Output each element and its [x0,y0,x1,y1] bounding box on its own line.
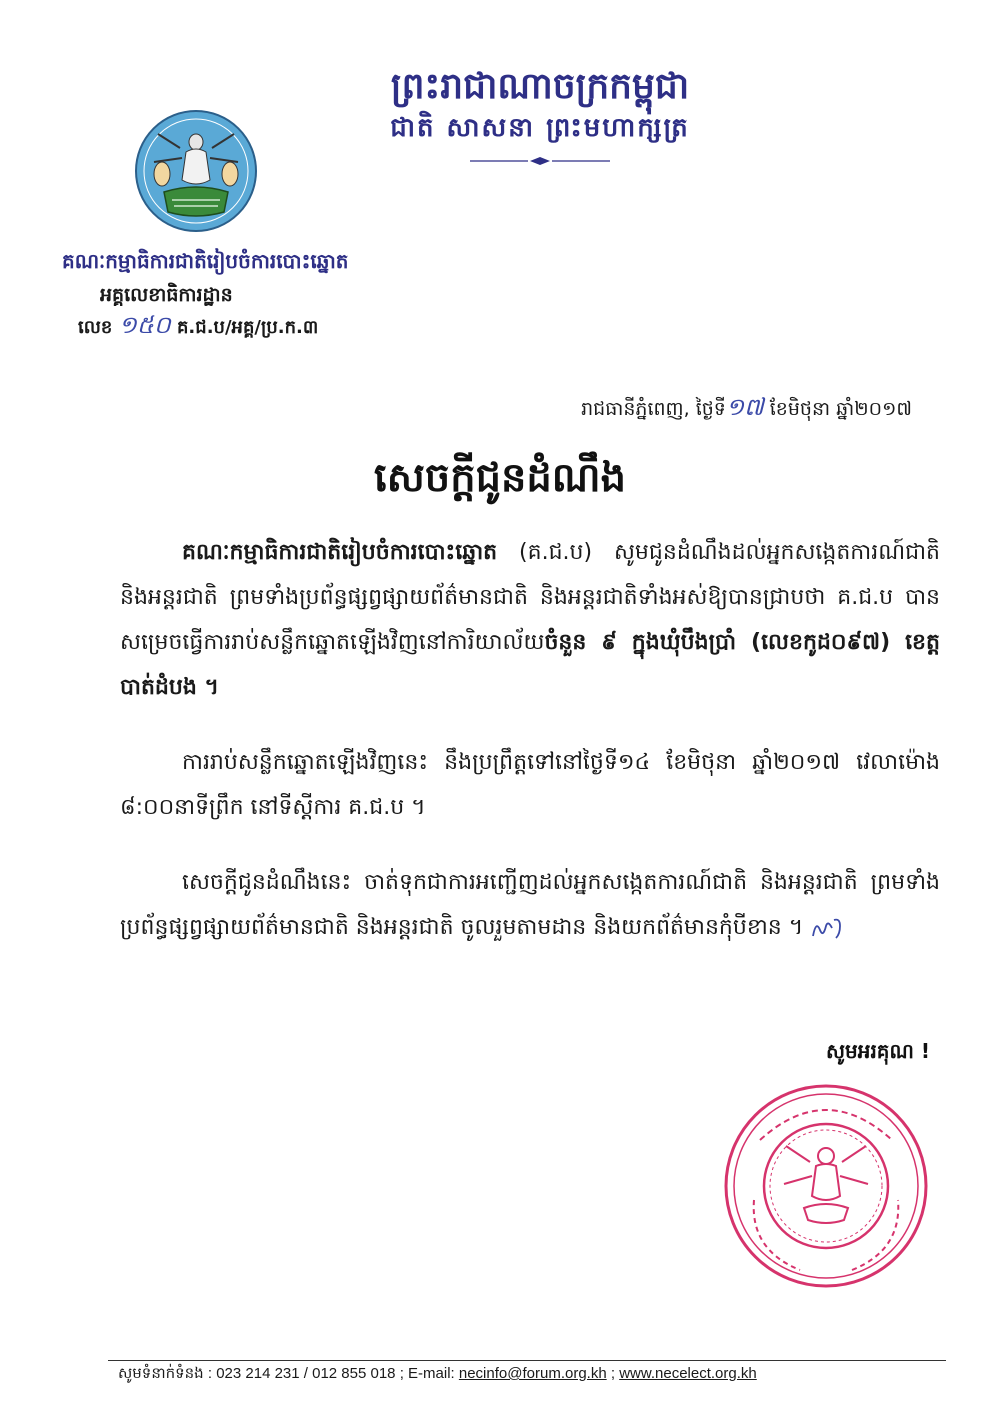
paragraph-1 [120,530,940,710]
paragraph-3 [120,860,940,950]
document-title: សេចក្តីជូនដំណឹង [374,454,626,501]
issuer-block [62,246,348,343]
date-line [581,392,912,427]
paragraph-2: ការរាប់សន្លឹកឆ្នោតឡើងវិញនេះ នឹងប្រព្រឹត្តទៅនៅថ្ងៃទី១៤ ខែមិថុនា ឆ្នាំ២០១៧ វេលាម៉ោង ៨:០០នាទីព្រឹក នៅទីស្តីការ គ.ជ.ប ។ [120,750,940,820]
paragraph-1-lead: គណៈកម្មាធិការជាតិរៀបចំការបោះឆ្នោត [182,540,498,565]
footer-contact-label: សូមទំនាក់ទំនង : 023 214 231 / 012 855 018 ; E-mail: [118,1365,459,1382]
footer-contact [118,1364,757,1386]
official-seal-icon [720,1080,932,1292]
kingdom-header [360,62,720,166]
issuer-organization: គណៈកម្មាធិការជាតិរៀបចំការបោះឆ្នោត [62,249,349,273]
issuer-department: អគ្គលេខាធិការដ្ឋាន [100,284,233,306]
closing-thanks: សូមអរគុណ ! [826,1039,930,1063]
reference-number-line [78,310,348,343]
document-body [120,530,940,950]
footer-rule [108,1360,946,1361]
reference-prefix: លេខ [78,317,113,338]
paragraph-1-bold: ចំនួន ៩ ក្នុងឃុំបឹងប្រាំ (លេខកូដ០៩៧) ខេត្តបាត់ដំបង ។ [120,630,940,700]
divider-ornament-icon [470,156,610,166]
reference-number: ១៥០ [118,311,171,339]
nec-emblem-icon [128,108,264,234]
footer-email-link[interactable]: necinfo@forum.org.kh [458,1365,607,1382]
date-prefix: រាជធានីភ្នំពេញ, ថ្ងៃទី [581,398,726,420]
footer-separator: ; [606,1365,620,1382]
paragraph-3-text: សេចក្តីជូនដំណឹងនេះ ចាត់ទុកជាការអញ្ជើញដល់អ្នកសង្កេតការណ៍ជាតិ និងអន្តរជាតិ ព្រមទាំងប្រព័ន្ធផ្សព្វផ្សាយព័ត៌មានជាតិ និងអន្តរជាតិ ចូលរួមតាមដាន និងយកព័ត៌មានកុំបីខាន ។ [120,870,940,940]
date-day: ១៧ [725,393,764,421]
date-suffix: ខែមិថុនា ឆ្នាំ២០១៧ [769,398,912,420]
footer-website-link[interactable]: www.necelect.org.kh [619,1365,757,1382]
reference-suffix: គ.ជ.ប/អគ្គ/ប្រ.ក.៣ [177,317,319,338]
kingdom-title: ព្រះរាជាណាចក្រកម្ពុជា [390,65,690,107]
paragraph-1-text: (គ.ជ.ប) សូមជូនដំណឹងដល់អ្នកសង្កេតការណ៍ជាតិ និងអន្តរជាតិ ព្រមទាំងប្រព័ន្ធផ្សព្វផ្សាយព័ត៌មានជាតិ និងអន្តរជាតិទាំងអស់ឱ្យបានជ្រាបថា គ.ជ.ប បានសម្រេចធ្វើការរាប់សន្លឹកឆ្នោតឡើងវិញនៅការិយាល័យ [120,540,940,655]
kingdom-motto: ជាតិ សាសនា ព្រះមហាក្សត្រ [390,113,690,143]
initials-mark-icon [810,916,844,940]
